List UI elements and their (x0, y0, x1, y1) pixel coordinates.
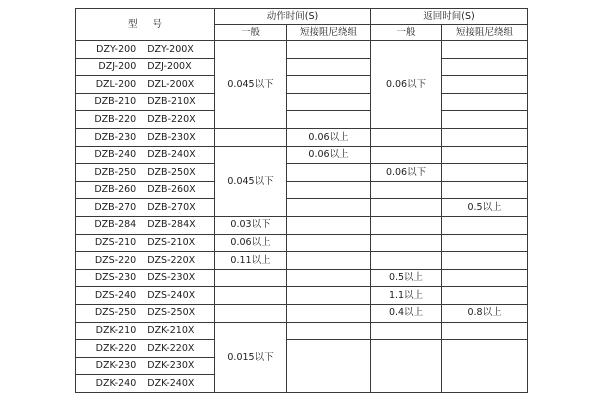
table-row (76, 76, 528, 94)
return-damping-cell (442, 340, 528, 393)
model-name: DZJ-200 (98, 61, 137, 73)
action-damping-cell (287, 181, 371, 199)
action-damping-cell (287, 93, 371, 111)
model-name-x: DZS-250X (147, 307, 196, 319)
model-cell (76, 111, 215, 129)
return-general-cell (371, 340, 442, 393)
action-general-cell (215, 128, 287, 146)
table-row (76, 111, 528, 129)
model-name: DZS-220 (94, 254, 137, 266)
model-cell (76, 128, 215, 146)
return-damping-cell (442, 164, 528, 182)
action-damping-cell (287, 234, 371, 252)
action-damping-cell (287, 58, 371, 76)
model-name: DZB-250 (94, 166, 137, 178)
model-name-x: DZS-230X (147, 272, 196, 284)
model-name: DZS-230 (94, 272, 137, 284)
return-general-cell (371, 322, 442, 340)
header-return-damping: 短接阻尼绕组 (442, 25, 528, 41)
return-damping-cell (442, 252, 528, 270)
return-damping-cell (442, 58, 528, 76)
return-damping-cell (442, 216, 528, 234)
model-cell (76, 41, 215, 59)
model-name-x: DZB-260X (147, 184, 196, 196)
model-name: DZS-210 (94, 237, 137, 249)
action-general-cell: 0.015以下 (215, 322, 287, 393)
action-damping-cell (287, 164, 371, 182)
model-cell (76, 375, 215, 393)
model-cell (76, 269, 215, 287)
action-general-cell (215, 304, 287, 322)
return-general-cell: 0.06以下 (371, 164, 442, 182)
model-cell (76, 164, 215, 182)
return-damping-cell (442, 181, 528, 199)
return-damping-cell (442, 111, 528, 129)
model-name: DZB-260 (94, 184, 137, 196)
return-general-cell (371, 216, 442, 234)
action-general-cell: 0.045以下 (215, 146, 287, 216)
model-cell (76, 287, 215, 305)
action-damping-cell (287, 199, 371, 217)
model-cell (76, 234, 215, 252)
table-row (76, 58, 528, 76)
model-cell (76, 252, 215, 270)
model-name: DZB-230 (94, 131, 137, 143)
action-general-cell (215, 287, 287, 305)
return-general-cell (371, 128, 442, 146)
model-name-x: DZJ-200X (147, 61, 192, 73)
return-general-cell (371, 181, 442, 199)
action-general-cell: 0.06以上 (215, 234, 287, 252)
table-row (76, 181, 528, 199)
return-damping-cell (442, 93, 528, 111)
action-general-cell: 0.11以上 (215, 252, 287, 270)
table-row (76, 199, 528, 217)
return-general-cell (371, 146, 442, 164)
return-general-cell (371, 199, 442, 217)
action-damping-cell: 0.06以上 (287, 146, 371, 164)
model-name-x: DZB-250X (147, 166, 196, 178)
action-damping-cell (287, 340, 371, 393)
return-general-cell: 0.5以上 (371, 269, 442, 287)
header-action-time: 动作时间(S) (215, 9, 371, 25)
model-name-x: DZB-230X (147, 131, 196, 143)
model-cell (76, 93, 215, 111)
model-name-x: DZB-284X (147, 219, 196, 231)
return-damping-cell (442, 234, 528, 252)
header-model: 型 号 (76, 9, 215, 41)
return-general-cell: 0.4以上 (371, 304, 442, 322)
action-damping-cell (287, 322, 371, 340)
model-name-x: DZK-220X (147, 342, 195, 354)
header-row-1 (76, 9, 528, 25)
table-row (76, 146, 528, 164)
action-general-cell (215, 269, 287, 287)
model-name-x: DZY-200X (147, 43, 194, 55)
model-name-x: DZS-220X (147, 254, 196, 266)
header-action-general: 一般 (215, 25, 287, 41)
model-name-x: DZB-220X (147, 113, 196, 125)
return-damping-cell (442, 287, 528, 305)
return-damping-cell (442, 146, 528, 164)
table-row (76, 128, 528, 146)
action-damping-cell (287, 252, 371, 270)
action-damping-cell (287, 41, 371, 59)
action-damping-cell (287, 304, 371, 322)
model-cell (76, 304, 215, 322)
header-return-time: 返回时间(S) (371, 9, 528, 25)
model-name-x: DZB-240X (147, 149, 196, 161)
table-row (76, 340, 528, 358)
model-cell (76, 199, 215, 217)
action-damping-cell (287, 287, 371, 305)
model-name: DZK-240 (95, 377, 137, 389)
table-body (76, 41, 528, 393)
model-name: DZK-220 (95, 342, 137, 354)
return-general-cell (371, 252, 442, 270)
model-name-x: DZB-210X (147, 96, 196, 108)
action-damping-cell (287, 269, 371, 287)
return-damping-cell: 0.5以上 (442, 199, 528, 217)
table-row (76, 287, 528, 305)
model-name-x: DZK-210X (147, 325, 195, 337)
return-damping-cell (442, 322, 528, 340)
model-cell (76, 181, 215, 199)
model-name-x: DZK-240X (147, 377, 195, 389)
model-name: DZL-200 (95, 78, 137, 90)
return-general-cell: 0.06以下 (371, 41, 442, 129)
header-action-damping: 短接阻尼绕组 (287, 25, 371, 41)
model-name-x: DZB-270X (147, 201, 196, 213)
return-general-cell: 1.1以上 (371, 287, 442, 305)
model-name: DZY-200 (96, 43, 137, 55)
action-damping-cell (287, 76, 371, 94)
table-row (76, 41, 528, 59)
table-header (76, 9, 528, 41)
model-name: DZB-270 (94, 201, 137, 213)
return-general-cell (371, 234, 442, 252)
action-general-cell: 0.045以下 (215, 41, 287, 129)
table-row (76, 234, 528, 252)
action-general-cell: 0.03以下 (215, 216, 287, 234)
model-cell (76, 357, 215, 375)
action-damping-cell (287, 111, 371, 129)
model-name: DZK-210 (95, 325, 137, 337)
table-row (76, 322, 528, 340)
table-row (76, 216, 528, 234)
model-cell (76, 58, 215, 76)
model-name-x: DZS-210X (147, 237, 196, 249)
model-cell (76, 322, 215, 340)
table-row (76, 252, 528, 270)
model-cell (76, 216, 215, 234)
model-cell (76, 340, 215, 358)
model-name: DZB-220 (94, 113, 137, 125)
model-name-x: DZS-240X (147, 289, 196, 301)
table-row (76, 164, 528, 182)
model-name: DZS-250 (94, 307, 137, 319)
action-damping-cell (287, 216, 371, 234)
action-damping-cell: 0.06以上 (287, 128, 371, 146)
model-cell (76, 76, 215, 94)
model-name: DZK-230 (95, 360, 137, 372)
return-damping-cell (442, 128, 528, 146)
model-name-x: DZK-230X (147, 360, 195, 372)
return-damping-cell (442, 41, 528, 59)
return-damping-cell: 0.8以上 (442, 304, 528, 322)
table-row (76, 269, 528, 287)
return-damping-cell (442, 269, 528, 287)
table-row (76, 93, 528, 111)
model-name: DZS-240 (94, 289, 137, 301)
model-name: DZB-240 (94, 149, 137, 161)
header-return-general: 一般 (371, 25, 442, 41)
model-name-x: DZL-200X (147, 78, 195, 90)
table-row (76, 304, 528, 322)
return-damping-cell (442, 76, 528, 94)
model-name: DZB-210 (94, 96, 137, 108)
model-cell (76, 146, 215, 164)
model-name: DZB-284 (94, 219, 137, 231)
spec-table (75, 8, 528, 393)
